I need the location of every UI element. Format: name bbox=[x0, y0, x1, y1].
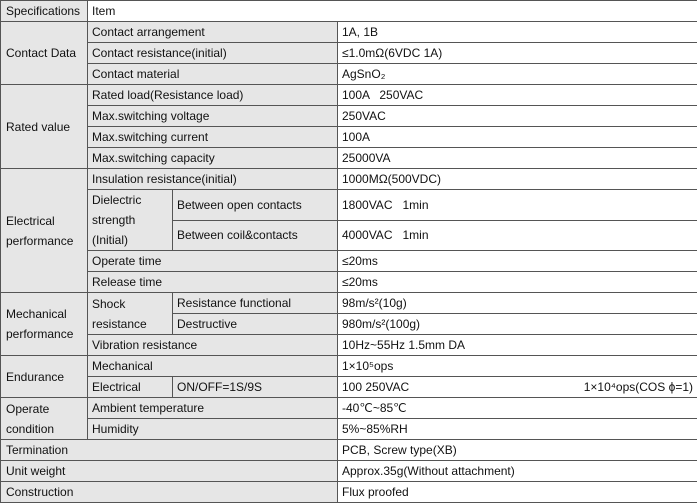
header-specifications: Specifications bbox=[1, 1, 88, 22]
between-open-contacts-label: Between open contacts bbox=[173, 190, 338, 221]
group-operate-condition: Operate condition bbox=[1, 398, 88, 440]
contact-resistance-label: Contact resistance(initial) bbox=[88, 43, 338, 64]
table-row bbox=[1, 461, 697, 482]
table-row bbox=[1, 43, 697, 64]
table-row bbox=[1, 419, 697, 440]
construction-value: Flux proofed bbox=[338, 482, 697, 503]
max-switching-capacity-value: 25000VA bbox=[338, 148, 697, 169]
vibration-resistance-label: Vibration resistance bbox=[88, 335, 338, 356]
termination-value: PCB, Screw type(XB) bbox=[338, 440, 697, 461]
ambient-temperature-value: -40℃~85℃ bbox=[338, 398, 697, 419]
dielectric-strength-label: Dielectric strength (Initial) bbox=[88, 190, 173, 251]
operate-time-value: ≤20ms bbox=[338, 251, 697, 272]
contact-material-value: AgSnO₂ bbox=[338, 64, 697, 85]
endurance-mechanical-value: 1×10⁵ops bbox=[338, 356, 697, 377]
table-row bbox=[1, 85, 697, 106]
table-row bbox=[1, 169, 697, 190]
unit-weight-label: Unit weight bbox=[1, 461, 338, 482]
contact-arrangement-value: 1A, 1B bbox=[338, 22, 697, 43]
endurance-mechanical-label: Mechanical bbox=[88, 356, 338, 377]
between-open-contacts-value: 1800VAC 1min bbox=[338, 190, 697, 221]
insulation-resistance-value: 1000MΩ(500VDC) bbox=[338, 169, 697, 190]
table-row bbox=[1, 190, 697, 221]
ambient-temperature-label: Ambient temperature bbox=[88, 398, 338, 419]
shock-resistance-label: Shock resistance bbox=[88, 293, 173, 335]
humidity-value: 5%~85%RH bbox=[338, 419, 697, 440]
endurance-electrical-ops: 1×10⁴ops(COS ϕ=1) bbox=[584, 377, 693, 397]
contact-material-label: Contact material bbox=[88, 64, 338, 85]
table-row bbox=[1, 398, 697, 419]
table-row bbox=[1, 293, 697, 314]
contact-arrangement-label: Contact arrangement bbox=[88, 22, 338, 43]
table-row bbox=[1, 482, 697, 503]
group-electrical-performance: Electrical performance bbox=[1, 169, 88, 293]
header-row bbox=[1, 1, 697, 22]
construction-label: Construction bbox=[1, 482, 338, 503]
max-switching-capacity-label: Max.switching capacity bbox=[88, 148, 338, 169]
destructive-value: 980m/s²(100g) bbox=[338, 314, 697, 335]
between-coil-contacts-label: Between coil&contacts bbox=[173, 220, 338, 251]
between-coil-contacts-value: 4000VAC 1min bbox=[338, 220, 697, 251]
vibration-resistance-value: 10Hz~55Hz 1.5mm DA bbox=[338, 335, 697, 356]
operate-time-label: Operate time bbox=[88, 251, 338, 272]
release-time-value: ≤20ms bbox=[338, 272, 697, 293]
table-row bbox=[1, 22, 697, 43]
release-time-label: Release time bbox=[88, 272, 338, 293]
group-mechanical-performance: Mechanical performance bbox=[1, 293, 88, 356]
unit-weight-value: Approx.35g(Without attachment) bbox=[338, 461, 697, 482]
endurance-electrical-value: 100 250VAC bbox=[342, 380, 409, 394]
table-row bbox=[1, 272, 697, 293]
max-switching-current-label: Max.switching current bbox=[88, 127, 338, 148]
rated-load-value: 100A 250VAC bbox=[338, 85, 697, 106]
max-switching-voltage-label: Max.switching voltage bbox=[88, 106, 338, 127]
table-row bbox=[1, 251, 697, 272]
table-row bbox=[1, 377, 697, 398]
termination-label: Termination bbox=[1, 440, 338, 461]
table-row bbox=[1, 127, 697, 148]
max-switching-current-value: 100A bbox=[338, 127, 697, 148]
endurance-electrical-label: Electrical bbox=[88, 377, 173, 398]
table-row bbox=[1, 106, 697, 127]
group-endurance: Endurance bbox=[1, 356, 88, 398]
resistance-functional-label: Resistance functional bbox=[173, 293, 338, 314]
endurance-electrical-value-cell bbox=[338, 377, 697, 398]
endurance-electrical-condition: ON/OFF=1S/9S bbox=[173, 377, 338, 398]
max-switching-voltage-value: 250VAC bbox=[338, 106, 697, 127]
table-row bbox=[1, 335, 697, 356]
table-row bbox=[1, 148, 697, 169]
resistance-functional-value: 98m/s²(10g) bbox=[338, 293, 697, 314]
table-row bbox=[1, 356, 697, 377]
rated-load-label: Rated load(Resistance load) bbox=[88, 85, 338, 106]
destructive-label: Destructive bbox=[173, 314, 338, 335]
insulation-resistance-label: Insulation resistance(initial) bbox=[88, 169, 338, 190]
table-row bbox=[1, 64, 697, 85]
humidity-label: Humidity bbox=[88, 419, 338, 440]
header-item: Item bbox=[88, 1, 697, 22]
contact-resistance-value: ≤1.0mΩ(6VDC 1A) bbox=[338, 43, 697, 64]
group-contact-data: Contact Data bbox=[1, 22, 88, 85]
table-row bbox=[1, 440, 697, 461]
group-rated-value: Rated value bbox=[1, 85, 88, 169]
